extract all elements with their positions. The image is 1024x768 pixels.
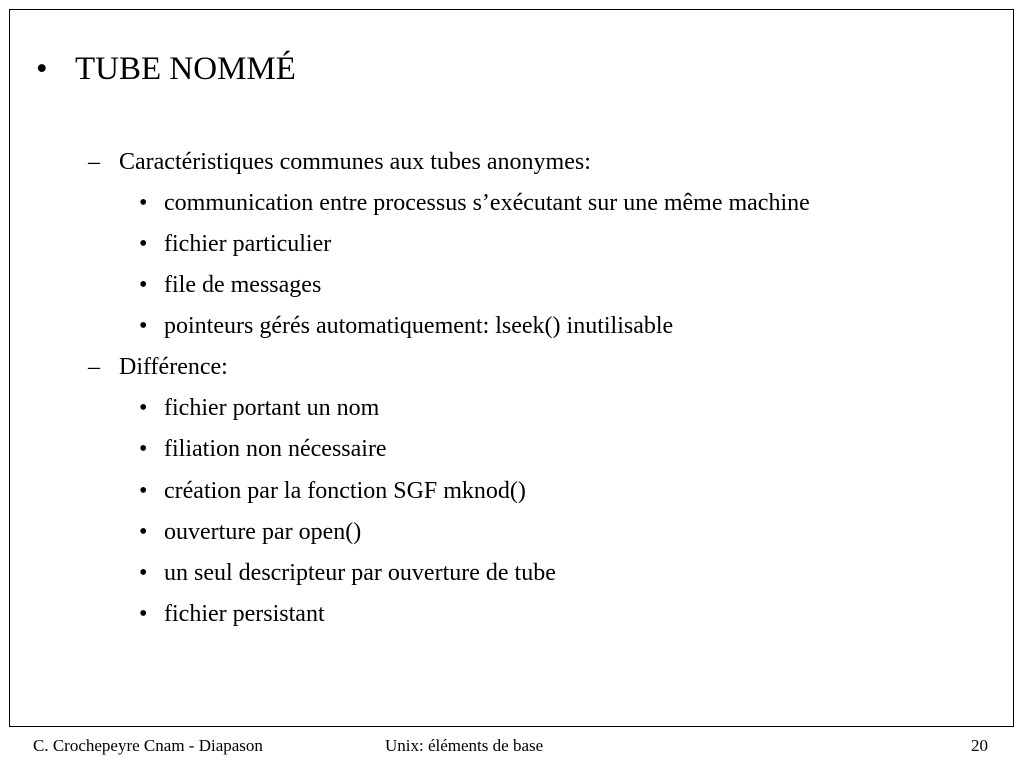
list-item: création par la fonction SGF mknod() xyxy=(164,478,526,504)
footer-subject: Unix: éléments de base xyxy=(385,736,544,755)
list-item: un seul descripteur par ouverture de tube xyxy=(164,560,556,586)
list-item: file de messages xyxy=(164,272,322,298)
section-heading: Différence: xyxy=(119,354,228,380)
list-item: fichier persistant xyxy=(164,601,325,627)
item-bullet: • xyxy=(139,519,148,545)
list-item: communication entre processus s’exécutant sur une même machine xyxy=(164,190,810,216)
list-item: pointeurs gérés automatiquement: lseek() inutilisable xyxy=(164,313,674,339)
item-bullet: • xyxy=(139,436,148,462)
section-dash: – xyxy=(88,354,100,380)
item-bullet: • xyxy=(139,601,148,627)
slide-title: TUBE NOMMÉ xyxy=(75,51,296,87)
item-bullet: • xyxy=(139,313,148,339)
section-dash: – xyxy=(88,149,100,175)
item-bullet: • xyxy=(139,478,148,504)
title-bullet: • xyxy=(36,51,48,87)
item-bullet: • xyxy=(139,231,148,257)
footer-page-number: 20 xyxy=(971,736,988,755)
item-bullet: • xyxy=(139,272,148,298)
item-bullet: • xyxy=(139,560,148,586)
item-bullet: • xyxy=(139,190,148,216)
section-heading: Caractéristiques communes aux tubes anonymes: xyxy=(119,149,591,175)
list-item: ouverture par open() xyxy=(164,519,362,545)
list-item: fichier portant un nom xyxy=(164,395,380,421)
item-bullet: • xyxy=(139,395,148,421)
list-item: fichier particulier xyxy=(164,231,332,257)
list-item: filiation non nécessaire xyxy=(164,436,387,462)
footer-author: C. Crochepeyre Cnam - Diapason xyxy=(33,736,263,755)
